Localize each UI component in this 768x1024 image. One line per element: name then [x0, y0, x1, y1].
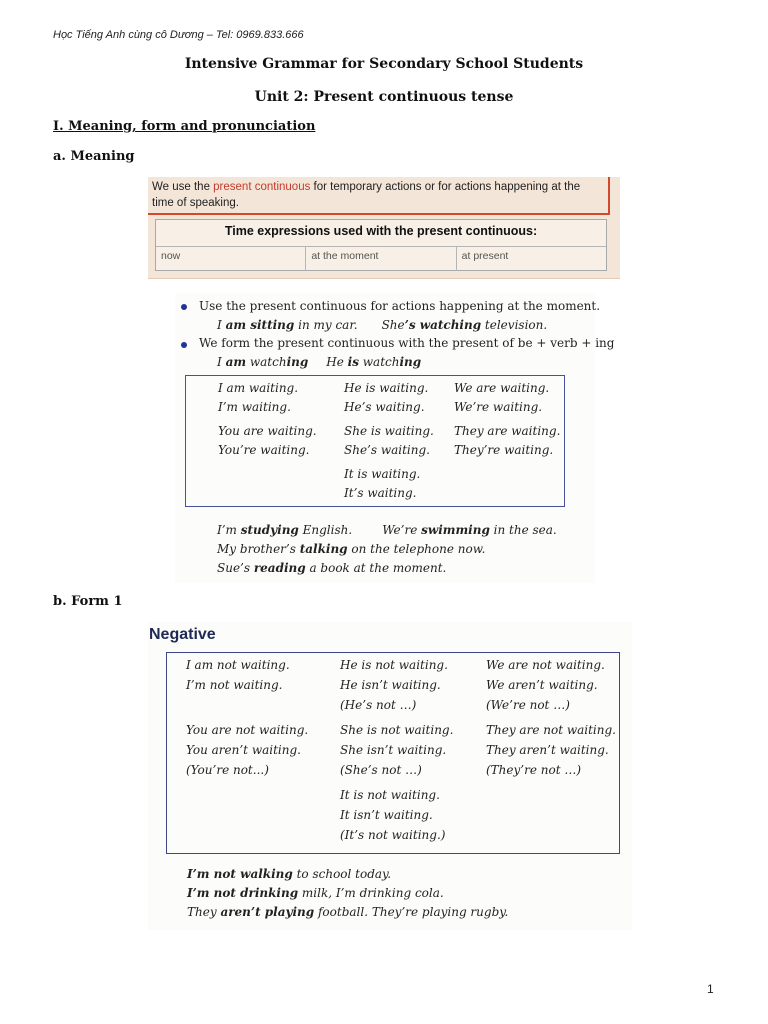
affirmative-table: [185, 375, 565, 507]
table-cell: He is not waiting.: [340, 658, 448, 672]
table-cell: He’s waiting.: [344, 400, 425, 414]
table-cell: (We’re not …): [486, 698, 570, 712]
table-cell: She’s waiting.: [344, 443, 430, 457]
usage-sentence: I’m studying English. We’re swimming in the sea.: [217, 523, 557, 537]
table-cell: (It’s not waiting.): [340, 828, 446, 842]
negative-sentence: They aren’t playing football. They’re playing rugby.: [187, 905, 509, 919]
bullet-icon: [181, 304, 187, 310]
table-cell: We’re waiting.: [454, 400, 543, 414]
table-cell: She isn’t waiting.: [340, 743, 447, 757]
negative-table: [166, 652, 620, 854]
meaning-text: We use the present continuous for temporary actions or for actions happening at the time of speaking.: [152, 181, 581, 209]
table-cell: I am not waiting.: [186, 658, 290, 672]
section-heading: I. Meaning, form and pronunciation: [53, 119, 316, 134]
table-cell: They are waiting.: [454, 424, 561, 438]
table-cell: (They’re not …): [486, 763, 582, 777]
time-cell: now: [156, 247, 306, 271]
divider: [148, 213, 610, 215]
divider: [608, 177, 610, 215]
usage-example-2: I am watching He is watching: [217, 355, 422, 369]
table-cell: They aren’t waiting.: [486, 743, 609, 757]
table-cell: It is not waiting.: [340, 788, 440, 802]
time-expressions-box: [155, 219, 607, 271]
time-cell: at the moment: [306, 247, 456, 271]
page-number: 1: [707, 982, 714, 996]
subheading-meaning: a. Meaning: [53, 149, 135, 164]
table-cell: She is not waiting.: [340, 723, 454, 737]
table-cell: It isn’t waiting.: [340, 808, 433, 822]
table-cell: She is waiting.: [344, 424, 434, 438]
usage-bullet-1: Use the present continuous for actions happening at the moment.: [199, 299, 601, 313]
table-cell: (He’s not …): [340, 698, 417, 712]
table-cell: They are not waiting.: [486, 723, 616, 737]
table-cell: I am waiting.: [218, 381, 299, 395]
usage-bullet-2: We form the present continuous with the present of be + verb + ing: [199, 336, 615, 350]
negative-sentence: I’m not walking to school today.: [187, 867, 392, 881]
meaning-image: [148, 177, 620, 279]
unit-title: Unit 2: Present continuous tense: [254, 89, 514, 105]
time-expressions-row: [156, 246, 606, 271]
table-cell: It is waiting.: [344, 467, 421, 481]
table-cell: It’s waiting.: [344, 486, 417, 500]
usage-example-1: I am sitting in my car. She’s watching television.: [217, 318, 548, 332]
table-cell: You are waiting.: [218, 424, 317, 438]
table-cell: He is waiting.: [344, 381, 429, 395]
negative-image: [148, 622, 632, 930]
table-cell: You are not waiting.: [186, 723, 309, 737]
usage-sentence: Sue’s reading a book at the moment.: [217, 561, 447, 575]
table-cell: They’re waiting.: [454, 443, 554, 457]
table-cell: I’m not waiting.: [186, 678, 283, 692]
table-cell: (She’s not …): [340, 763, 422, 777]
usage-image: [175, 293, 615, 583]
table-cell: I’m waiting.: [218, 400, 291, 414]
table-cell: You’re waiting.: [218, 443, 310, 457]
subheading-form: b. Form 1: [53, 594, 123, 609]
table-cell: (You’re not...): [186, 763, 269, 777]
time-expressions-title: Time expressions used with the present continuous:: [224, 224, 538, 238]
document-title: Intensive Grammar for Secondary School Students: [184, 56, 584, 72]
negative-sentence: I’m not drinking milk, I’m drinking cola.: [187, 886, 444, 900]
time-cell: at present: [461, 250, 509, 262]
negative-title: Negative: [149, 626, 216, 643]
usage-sentence: My brother’s talking on the telephone now.: [217, 542, 486, 556]
table-cell: You aren’t waiting.: [186, 743, 301, 757]
table-cell: We aren’t waiting.: [486, 678, 598, 692]
table-cell: He isn’t waiting.: [340, 678, 441, 692]
table-cell: We are waiting.: [454, 381, 550, 395]
table-cell: We are not waiting.: [486, 658, 605, 672]
bullet-icon: [181, 342, 187, 348]
highlighted-term: present continuous: [213, 181, 311, 193]
header-note: Học Tiếng Anh cùng cô Dương – Tel: 0969.833.666: [53, 29, 304, 41]
